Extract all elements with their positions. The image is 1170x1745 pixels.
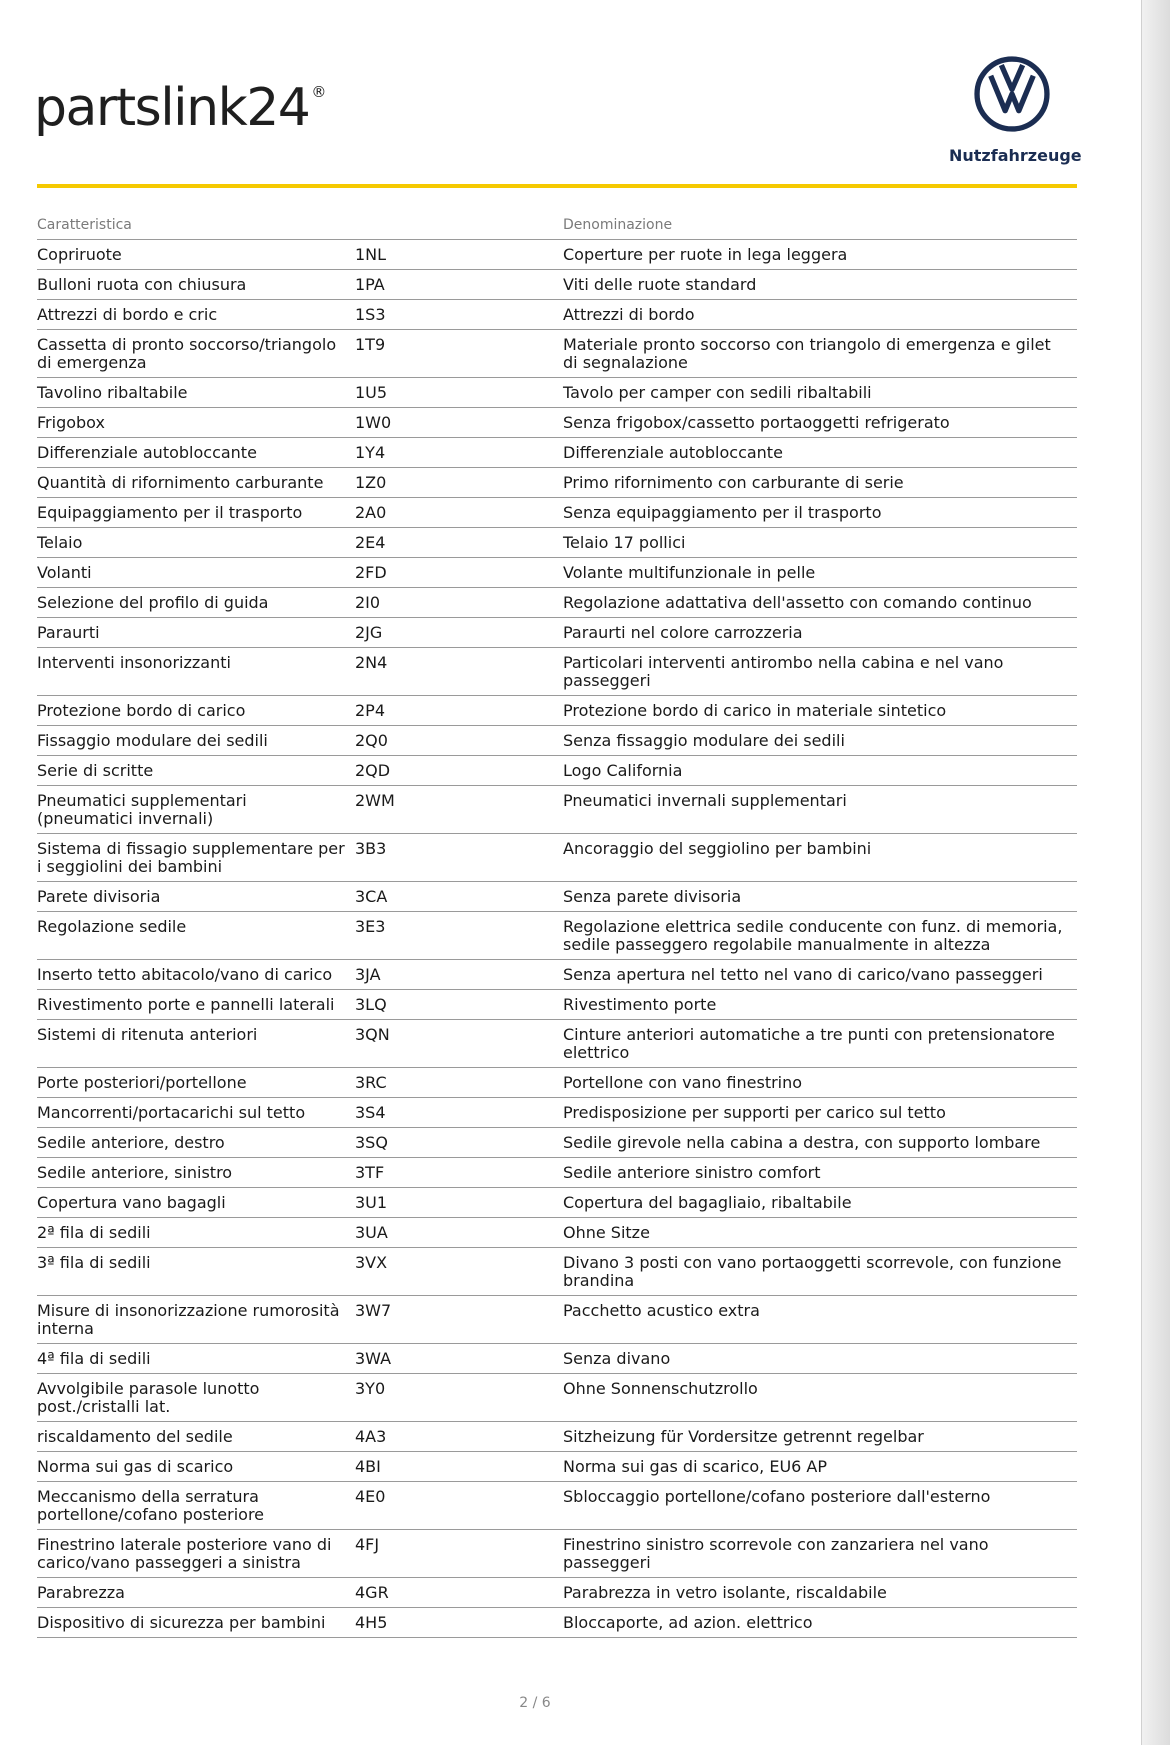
feature-cell: riscaldamento del sedile (37, 1422, 355, 1452)
feature-cell: Telaio (37, 528, 355, 558)
table-row (37, 1068, 1077, 1098)
code-cell: 3VX (355, 1248, 563, 1296)
description-cell: Coperture per ruote in lega leggera (563, 240, 1077, 270)
code-cell: 3W7 (355, 1296, 563, 1344)
table-row (37, 1218, 1077, 1248)
description-cell: Senza divano (563, 1344, 1077, 1374)
description-cell: Senza frigobox/cassetto portaoggetti refrigerato (563, 408, 1077, 438)
code-cell: 4E0 (355, 1482, 563, 1530)
description-cell: Cinture anteriori automatiche a tre punti con pretensionatore elettrico (563, 1020, 1077, 1068)
code-cell: 3SQ (355, 1128, 563, 1158)
feature-cell: Frigobox (37, 408, 355, 438)
code-cell: 3TF (355, 1158, 563, 1188)
table-row (37, 408, 1077, 438)
description-cell: Telaio 17 pollici (563, 528, 1077, 558)
code-cell: 3LQ (355, 990, 563, 1020)
table-row (37, 1020, 1077, 1068)
description-cell: Sitzheizung für Vordersitze getrennt regelbar (563, 1422, 1077, 1452)
table-row (37, 696, 1077, 726)
feature-cell: Meccanismo della serratura portellone/cofano posteriore (37, 1482, 355, 1530)
description-cell: Parabrezza in vetro isolante, riscaldabile (563, 1578, 1077, 1608)
table-row (37, 960, 1077, 990)
description-cell: Ohne Sitze (563, 1218, 1077, 1248)
code-cell: 4H5 (355, 1608, 563, 1638)
feature-cell: Tavolino ribaltabile (37, 378, 355, 408)
code-cell: 3QN (355, 1020, 563, 1068)
feature-cell: Quantità di rifornimento carburante (37, 468, 355, 498)
code-cell: 2E4 (355, 528, 563, 558)
table-row (37, 1344, 1077, 1374)
table-row (37, 240, 1077, 270)
description-cell: Primo rifornimento con carburante di serie (563, 468, 1077, 498)
table-row (37, 756, 1077, 786)
feature-cell: Fissaggio modulare dei sedili (37, 726, 355, 756)
partslink24-logo (34, 78, 325, 138)
code-cell: 2I0 (355, 588, 563, 618)
table-row (37, 498, 1077, 528)
feature-cell: Regolazione sedile (37, 912, 355, 960)
feature-cell: Sistema di fissagio supplementare per i seggiolini dei bambini (37, 834, 355, 882)
description-cell: Pacchetto acustico extra (563, 1296, 1077, 1344)
description-cell: Volante multifunzionale in pelle (563, 558, 1077, 588)
code-cell: 1T9 (355, 330, 563, 378)
description-cell: Particolari interventi antirombo nella cabina e nel vano passeggeri (563, 648, 1077, 696)
code-cell: 3B3 (355, 834, 563, 882)
feature-cell: Copertura vano bagagli (37, 1188, 355, 1218)
feature-cell: Differenziale autobloccante (37, 438, 355, 468)
table-row (37, 618, 1077, 648)
header-rule (37, 184, 1077, 188)
table-row (37, 330, 1077, 378)
table-row (37, 1482, 1077, 1530)
logo-text: partslink24 (34, 78, 310, 138)
description-cell: Ohne Sonnenschutzrollo (563, 1374, 1077, 1422)
description-cell: Senza parete divisoria (563, 882, 1077, 912)
features-table (37, 213, 1077, 1638)
feature-cell: Copriruote (37, 240, 355, 270)
table-row (37, 726, 1077, 756)
code-cell: 3S4 (355, 1098, 563, 1128)
feature-cell: Dispositivo di sicurezza per bambini (37, 1608, 355, 1638)
feature-cell: Mancorrenti/portacarichi sul tetto (37, 1098, 355, 1128)
header-code (355, 213, 563, 240)
table-row (37, 882, 1077, 912)
description-cell: Predisposizione per supporti per carico sul tetto (563, 1098, 1077, 1128)
feature-cell: Parabrezza (37, 1578, 355, 1608)
code-cell: 3RC (355, 1068, 563, 1098)
feature-cell: Misure di insonorizzazione rumorosità interna (37, 1296, 355, 1344)
code-cell: 1W0 (355, 408, 563, 438)
manufacturer-subtitle: Nutzfahrzeuge (949, 146, 1082, 165)
feature-cell: Norma sui gas di scarico (37, 1452, 355, 1482)
feature-cell: Sedile anteriore, sinistro (37, 1158, 355, 1188)
feature-cell: 4ª fila di sedili (37, 1344, 355, 1374)
description-cell: Rivestimento porte (563, 990, 1077, 1020)
code-cell: 2Q0 (355, 726, 563, 756)
code-cell: 1U5 (355, 378, 563, 408)
description-cell: Regolazione elettrica sedile conducente con funz. di memoria, sedile passeggero regolabile manualmente in altezza (563, 912, 1077, 960)
description-cell: Sedile anteriore sinistro comfort (563, 1158, 1077, 1188)
table-row (37, 1128, 1077, 1158)
code-cell: 4BI (355, 1452, 563, 1482)
description-cell: Bloccaporte, ad azion. elettrico (563, 1608, 1077, 1638)
feature-cell: Avvolgibile parasole lunotto post./cristalli lat. (37, 1374, 355, 1422)
registered-mark: ® (311, 83, 325, 101)
description-cell: Ancoraggio del seggiolino per bambini (563, 834, 1077, 882)
table-row (37, 1578, 1077, 1608)
code-cell: 2N4 (355, 648, 563, 696)
feature-cell: Rivestimento porte e pannelli laterali (37, 990, 355, 1020)
feature-cell: Inserto tetto abitacolo/vano di carico (37, 960, 355, 990)
code-cell: 2QD (355, 756, 563, 786)
table-row (37, 270, 1077, 300)
table-row (37, 912, 1077, 960)
description-cell: Senza fissaggio modulare dei sedili (563, 726, 1077, 756)
feature-cell: Parete divisoria (37, 882, 355, 912)
description-cell: Finestrino sinistro scorrevole con zanzariera nel vano passeggeri (563, 1530, 1077, 1578)
description-cell: Sedile girevole nella cabina a destra, con supporto lombare (563, 1128, 1077, 1158)
code-cell: 3CA (355, 882, 563, 912)
header-feature: Caratteristica (37, 213, 355, 240)
description-cell: Divano 3 posti con vano portaoggetti scorrevole, con funzione brandina (563, 1248, 1077, 1296)
table-row (37, 588, 1077, 618)
table-row (37, 1098, 1077, 1128)
code-cell: 2WM (355, 786, 563, 834)
table-row (37, 1296, 1077, 1344)
table-row (37, 1530, 1077, 1578)
viewer-page-edge (1141, 0, 1170, 1745)
description-cell: Materiale pronto soccorso con triangolo di emergenza e gilet di segnalazione (563, 330, 1077, 378)
description-cell: Sbloccaggio portellone/cofano posteriore dall'esterno (563, 1482, 1077, 1530)
code-cell: 3Y0 (355, 1374, 563, 1422)
code-cell: 1S3 (355, 300, 563, 330)
feature-cell: Volanti (37, 558, 355, 588)
code-cell: 2JG (355, 618, 563, 648)
description-cell: Senza equipaggiamento per il trasporto (563, 498, 1077, 528)
feature-cell: Paraurti (37, 618, 355, 648)
feature-cell: 3ª fila di sedili (37, 1248, 355, 1296)
page-indicator: 2 / 6 (519, 1695, 551, 1711)
code-cell: 1Y4 (355, 438, 563, 468)
code-cell: 4A3 (355, 1422, 563, 1452)
description-cell: Attrezzi di bordo (563, 300, 1077, 330)
code-cell: 2A0 (355, 498, 563, 528)
table-row (37, 1188, 1077, 1218)
description-cell: Regolazione adattativa dell'assetto con comando continuo (563, 588, 1077, 618)
table-row (37, 468, 1077, 498)
table-row (37, 990, 1077, 1020)
table-row (37, 834, 1077, 882)
table-row (37, 300, 1077, 330)
feature-cell: Equipaggiamento per il trasporto (37, 498, 355, 528)
description-cell: Tavolo per camper con sedili ribaltabili (563, 378, 1077, 408)
code-cell: 1Z0 (355, 468, 563, 498)
table-row (37, 1248, 1077, 1296)
table-row (37, 648, 1077, 696)
feature-cell: Attrezzi di bordo e cric (37, 300, 355, 330)
feature-cell: Protezione bordo di carico (37, 696, 355, 726)
code-cell: 1NL (355, 240, 563, 270)
description-cell: Differenziale autobloccante (563, 438, 1077, 468)
feature-cell: Selezione del profilo di guida (37, 588, 355, 618)
header-description: Denominazione (563, 213, 1077, 240)
table-row (37, 1608, 1077, 1638)
feature-cell: Porte posteriori/portellone (37, 1068, 355, 1098)
code-cell: 2FD (355, 558, 563, 588)
feature-cell: Finestrino laterale posteriore vano di carico/vano passeggeri a sinistra (37, 1530, 355, 1578)
description-cell: Pneumatici invernali supplementari (563, 786, 1077, 834)
description-cell: Paraurti nel colore carrozzeria (563, 618, 1077, 648)
code-cell: 1PA (355, 270, 563, 300)
code-cell: 3UA (355, 1218, 563, 1248)
description-cell: Portellone con vano finestrino (563, 1068, 1077, 1098)
description-cell: Senza apertura nel tetto nel vano di carico/vano passeggeri (563, 960, 1077, 990)
feature-cell: Bulloni ruota con chiusura (37, 270, 355, 300)
table-row (37, 1422, 1077, 1452)
description-cell: Norma sui gas di scarico, EU6 AP (563, 1452, 1077, 1482)
table-row (37, 528, 1077, 558)
feature-cell: Serie di scritte (37, 756, 355, 786)
description-cell: Protezione bordo di carico in materiale sintetico (563, 696, 1077, 726)
feature-cell: Sistemi di ritenuta anteriori (37, 1020, 355, 1068)
code-cell: 3WA (355, 1344, 563, 1374)
code-cell: 3E3 (355, 912, 563, 960)
code-cell: 3JA (355, 960, 563, 990)
description-cell: Logo California (563, 756, 1077, 786)
code-cell: 4GR (355, 1578, 563, 1608)
feature-cell: Sedile anteriore, destro (37, 1128, 355, 1158)
table-row (37, 378, 1077, 408)
code-cell: 2P4 (355, 696, 563, 726)
code-cell: 3U1 (355, 1188, 563, 1218)
description-cell: Viti delle ruote standard (563, 270, 1077, 300)
table-header-row (37, 213, 1077, 240)
table-row (37, 438, 1077, 468)
description-cell: Copertura del bagagliaio, ribaltabile (563, 1188, 1077, 1218)
feature-cell: Pneumatici supplementari (pneumatici invernali) (37, 786, 355, 834)
code-cell: 4FJ (355, 1530, 563, 1578)
feature-cell: Cassetta di pronto soccorso/triangolo di emergenza (37, 330, 355, 378)
table-row (37, 1374, 1077, 1422)
table-row (37, 1452, 1077, 1482)
feature-cell: Interventi insonorizzanti (37, 648, 355, 696)
table-row (37, 558, 1077, 588)
feature-cell: 2ª fila di sedili (37, 1218, 355, 1248)
vw-logo-icon (974, 56, 1050, 132)
table-row (37, 1158, 1077, 1188)
table-row (37, 786, 1077, 834)
